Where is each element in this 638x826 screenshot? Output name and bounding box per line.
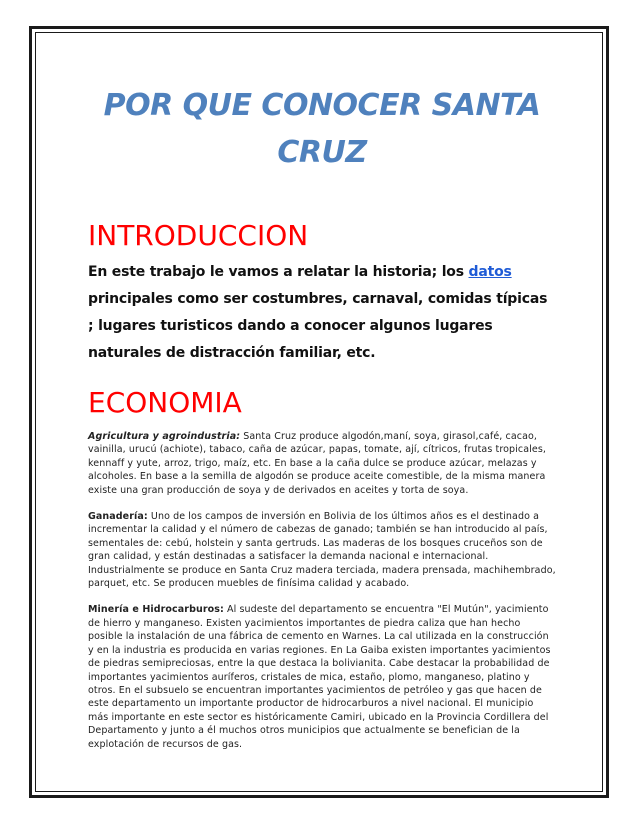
economia-heading: ECONOMIA	[88, 386, 242, 419]
agricultura-paragraph	[88, 430, 556, 497]
datos-link[interactable]: datos	[468, 264, 512, 280]
ganaderia-paragraph	[88, 510, 556, 590]
ganaderia-text: Uno de los campos de inversión en Bolivia de los últimos años es el destinado a incrementar la calidad y el número de cabezas de ganado; también se han introducido al país, sementales de: cebú, holstein y santa gertruds. Las maderas de los bosques cruceños son de gran calidad, y están destinadas a satisfacer la demanda nacional e internacional. Industrialmente se produce en Santa Cruz madera terciada, madera prensada, machihembrado, parquet, etc. Se producen muebles de finísima calidad y acabado.	[88, 511, 556, 590]
introduccion-paragraph	[88, 259, 556, 367]
document-body	[88, 82, 556, 751]
introduccion-heading: INTRODUCCION	[88, 219, 309, 252]
mineria-text: Al sudeste del departamento se encuentra "El Mutún", yacimiento de hierro y manganeso. Existen yacimientos importantes de piedra caliza que han hecho posible la instalación de una fábrica de cemento en Warnes. La cal utilizada en la construcción y en la industria es producida en varias regiones. En La Gaiba existen importantes yacimientos de piedras semipreciosas, entre la que destaca la bolivianita. Cabe destacar la probabilidad de importantes yacimientos auríferos, cristales de mica, estaño, plomo, manganeso, platino y otros. En el subsuelo se encuentran importantes yacimientos de petróleo y gas que hacen de este departamento un importante productor de hidrocarburos a nivel nacional. El municipio más importante en este sector es históricamente Camiri, ubicado en la Provincia Cordillera del Departamento y junto a él muchos otros municipios que actualmente se benefician de la explotación de recursos de gas.	[88, 604, 551, 750]
agricultura-text: Santa Cruz produce algodón,maní, soya, girasol,café, cacao, vainilla, urucú (achiote), tabaco, caña de azúcar, papas, tomate, ají, cítricos, frutas tropicales, kennaff y yute, arroz, trigo, maíz, etc. En base a la caña dulce se produce azúcar, melazas y alcoholes. En base a la semilla de algodón se produce aceite comestible, de la misma manera existe una gran producción de soya y de derivados en aceites y torta de soya.	[88, 431, 547, 496]
agricultura-label: Agricultura y agroindustria:	[88, 431, 241, 442]
introduccion-text-start: En este trabajo le vamos a relatar la historia; los	[88, 264, 469, 280]
ganaderia-label: Ganadería:	[88, 511, 148, 523]
mineria-paragraph	[88, 603, 556, 750]
mineria-label: Minería e Hidrocarburos:	[88, 604, 224, 616]
document-title: POR QUE CONOCER SANTA CRUZ	[103, 88, 541, 170]
introduccion-text-end: principales como ser costumbres, carnaval, comidas típicas ; lugares turisticos dando a conocer algunos lugares naturales de distracción familiar, etc.	[88, 291, 548, 361]
